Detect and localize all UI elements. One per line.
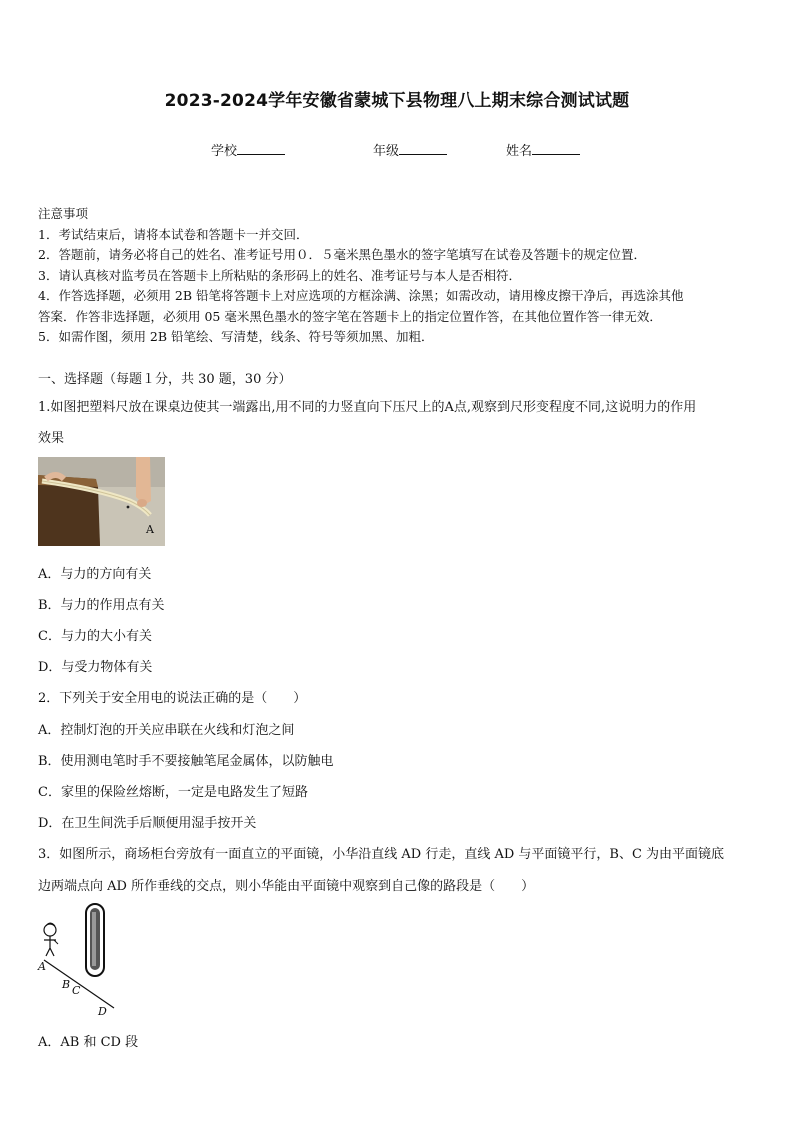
notice-item: 5．如需作图，须用 2B 铅笔绘、写清楚，线条、符号等须加黑、加粗． [38, 329, 434, 344]
question-1-option-c: C．与力的大小有关 [38, 629, 152, 644]
name-field [506, 140, 580, 159]
question-1-option-d: D．与受力物体有关 [38, 660, 153, 675]
notice-item: 3．请认真核对监考员在答题卡上所粘贴的条形码上的姓名、准考证号与本人是否相符． [38, 267, 521, 283]
grade-label: 年级 [373, 144, 400, 159]
school-blank [237, 141, 285, 155]
page-title: 2023-2024学年安徽省蒙城下县物理八上期末综合测试试题 [164, 91, 630, 111]
question-2-option-a: A．控制灯泡的开关应串联在火线和灯泡之间 [38, 723, 295, 738]
notice-block [38, 204, 768, 348]
notice-item: 2．答题前，请务必将自己的姓名、准考证号用０．５毫米黑色墨水的签字笔填写在试卷及答题卡的规定位置． [38, 247, 646, 262]
notice-title: 注意事项 [38, 206, 89, 221]
question-2-option-d: D．在卫生间洗手后顺便用湿手按开关 [38, 816, 257, 831]
notice-item: 答案．作答非选择题，必须用 05 毫米黑色墨水的签字笔在答题卡上的指定位置作答，在其他位置作答一律无效． [38, 308, 662, 324]
question-1-option-b: B．与力的作用点有关 [38, 598, 165, 613]
mirror-path-diagram [34, 900, 120, 1018]
question-3-line-1: 3．如图所示，商场柜台旁放有一面直立的平面镜，小华沿直线 AD 行走，直线 AD 与平面镜平行，B、C 为由平面镜底 [38, 847, 725, 862]
diagram-label-d: D [98, 1005, 107, 1018]
name-blank [532, 141, 580, 155]
diagram-label-c: C [72, 984, 81, 997]
question-2-option-b: B．使用测电笔时手不要接触笔尾金属体，以防触电 [38, 754, 334, 769]
diagram-label-b: B [62, 978, 71, 991]
grade-field [373, 140, 447, 159]
diagram-label-a: A [38, 960, 46, 973]
question-3-option-a: A．AB 和 CD 段 [38, 1035, 139, 1050]
question-1-line-2: 效果 [38, 431, 65, 446]
photo-point-label: A [146, 523, 154, 536]
question-2-option-c: C．家里的保险丝熔断，一定是电路发生了短路 [38, 785, 308, 800]
question-1-line-1: 1.如图把塑料尺放在课桌边使其一端露出,用不同的力竖直向下压尺上的A点,观察到尺形变程度不同,这说明力的作用 [38, 400, 697, 415]
notice-item: 4．作答选择题，必须用 2B 铅笔将答题卡上对应选项的方框涂满、涂黑；如需改动，请用橡皮擦干净后，再选涂其他 [38, 288, 684, 303]
question-1-option-a: A．与力的方向有关 [38, 567, 152, 582]
grade-blank [399, 141, 447, 155]
school-label: 学校 [211, 144, 238, 159]
ruler-on-desk-photo [38, 457, 165, 546]
question-2-line-1: 2．下列关于安全用电的说法正确的是（ ） [38, 691, 307, 706]
question-3-line-2: 边两端点向 AD 所作垂线的交点，则小华能由平面镜中观察到自己像的路段是（ ） [38, 879, 535, 894]
school-field [211, 140, 285, 159]
name-label: 姓名 [506, 144, 533, 159]
section-heading: 一、选择题（每题１分，共 30 题，30 分） [38, 372, 292, 387]
notice-item: 1．考试结束后，请将本试卷和答题卡一并交回． [38, 226, 309, 242]
